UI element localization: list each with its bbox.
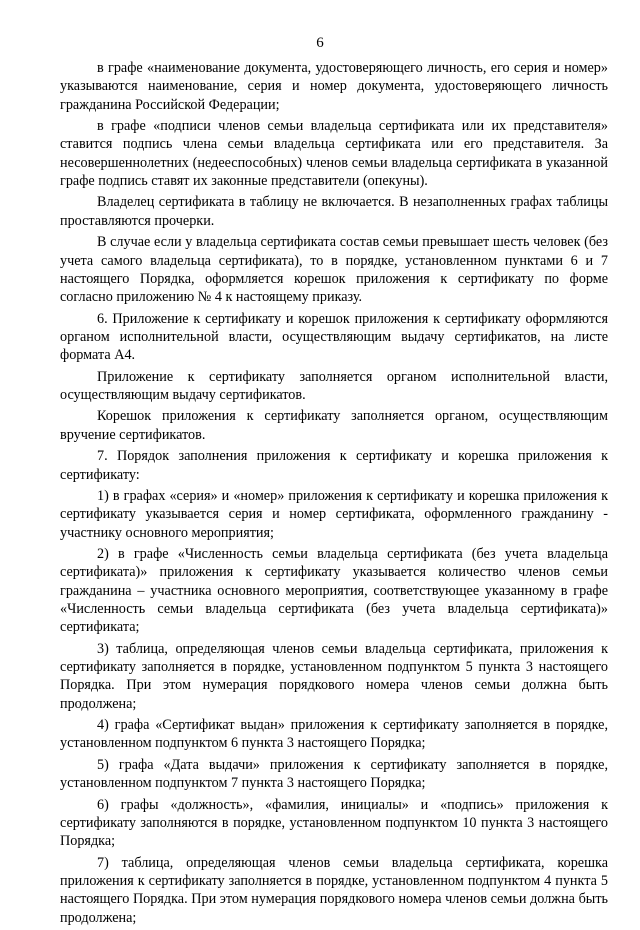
page-number: 6: [316, 35, 324, 51]
paragraph: в графе «подписи членов семьи владельца сертификата или их представителя» ставится подпись члена семьи владельца сертификата или его представителя. За несовершеннолетних (недееспособных) членов семьи владельца сертификата в указанной графе подпись ставят их законные представители (опекуны).: [60, 118, 608, 189]
paragraph: 6) графы «должность», «фамилия, инициалы» и «подпись» приложения к сертификату заполняются в порядке, установленном подпунктом 10 пункта 3 настоящего Порядка;: [60, 796, 608, 850]
paragraph: в графе «наименование документа, удостоверяющего личность, его серия и номер» указываются наименование, серия и номер документа, удостоверяющего личность гражданина Российской Федерации;: [60, 60, 608, 113]
paragraph: 3) таблица, определяющая членов семьи владельца сертификата, приложения к сертификату заполняется в порядке, установленном подпунктом 5 пункта 3 настоящего Порядка. При этом нумерация порядкового номера членов семьи должна быть продолжена;: [60, 640, 608, 712]
paragraph: 6. Приложение к сертификату и корешок приложения к сертификату оформляются органом исполнительной власти, осуществляющим выдачу сертификатов, на листе формата А4.: [60, 310, 608, 364]
paragraph: 2) в графе «Численность семьи владельца сертификата (без учета владельца сертификата)» приложения к сертификату указывается количество членов семьи гражданина – участника основного мероприятия, соответствующее указанному в графе «Численность семьи владельца сертификата (без учета владельца сертификата)» сертификата;: [60, 546, 608, 636]
paragraph: Приложение к сертификату заполняется органом исполнительной власти, осуществляющим выдачу сертификатов.: [60, 368, 608, 403]
document-body: [60, 59, 608, 930]
paragraph: Владелец сертификата в таблицу не включается. В незаполненных графах таблицы проставляются прочерки.: [60, 194, 608, 229]
paragraph: Корешок приложения к сертификату заполняется органом, осуществляющим вручение сертификатов.: [60, 408, 608, 443]
paragraph: 4) графа «Сертификат выдан» приложения к сертификату заполняется в порядке, установленном подпунктом 6 пункта 3 настоящего Порядка;: [60, 717, 608, 752]
paragraph: 7) таблица, определяющая членов семьи владельца сертификата, корешка приложения к сертификату заполняется в порядке, установленном подпунктом 4 пункта 5 настоящего Порядка. При этом нумерация порядкового номера членов семьи должна быть продолжена;: [60, 854, 608, 926]
paragraph: 1) в графах «серия» и «номер» приложения к сертификату и корешка приложения к сертификату указывается серия и номер сертификата, оформленного гражданину - участнику основного мероприятия;: [60, 488, 608, 541]
paragraph: В случае если у владельца сертификата состав семьи превышает шесть человек (без учета самого владельца сертификата), то в порядке, установленном пунктами 6 и 7 настоящего Порядка, оформляется корешок приложения к сертификату по форме согласно приложению № 4 к настоящему приказу.: [60, 234, 608, 306]
paragraph: 7. Порядок заполнения приложения к сертификату и корешка приложения к сертификату:: [60, 448, 608, 483]
paragraph: 5) графа «Дата выдачи» приложения к сертификату заполняется в порядке, установленном подпунктом 7 пункта 3 настоящего Порядка;: [60, 756, 608, 792]
